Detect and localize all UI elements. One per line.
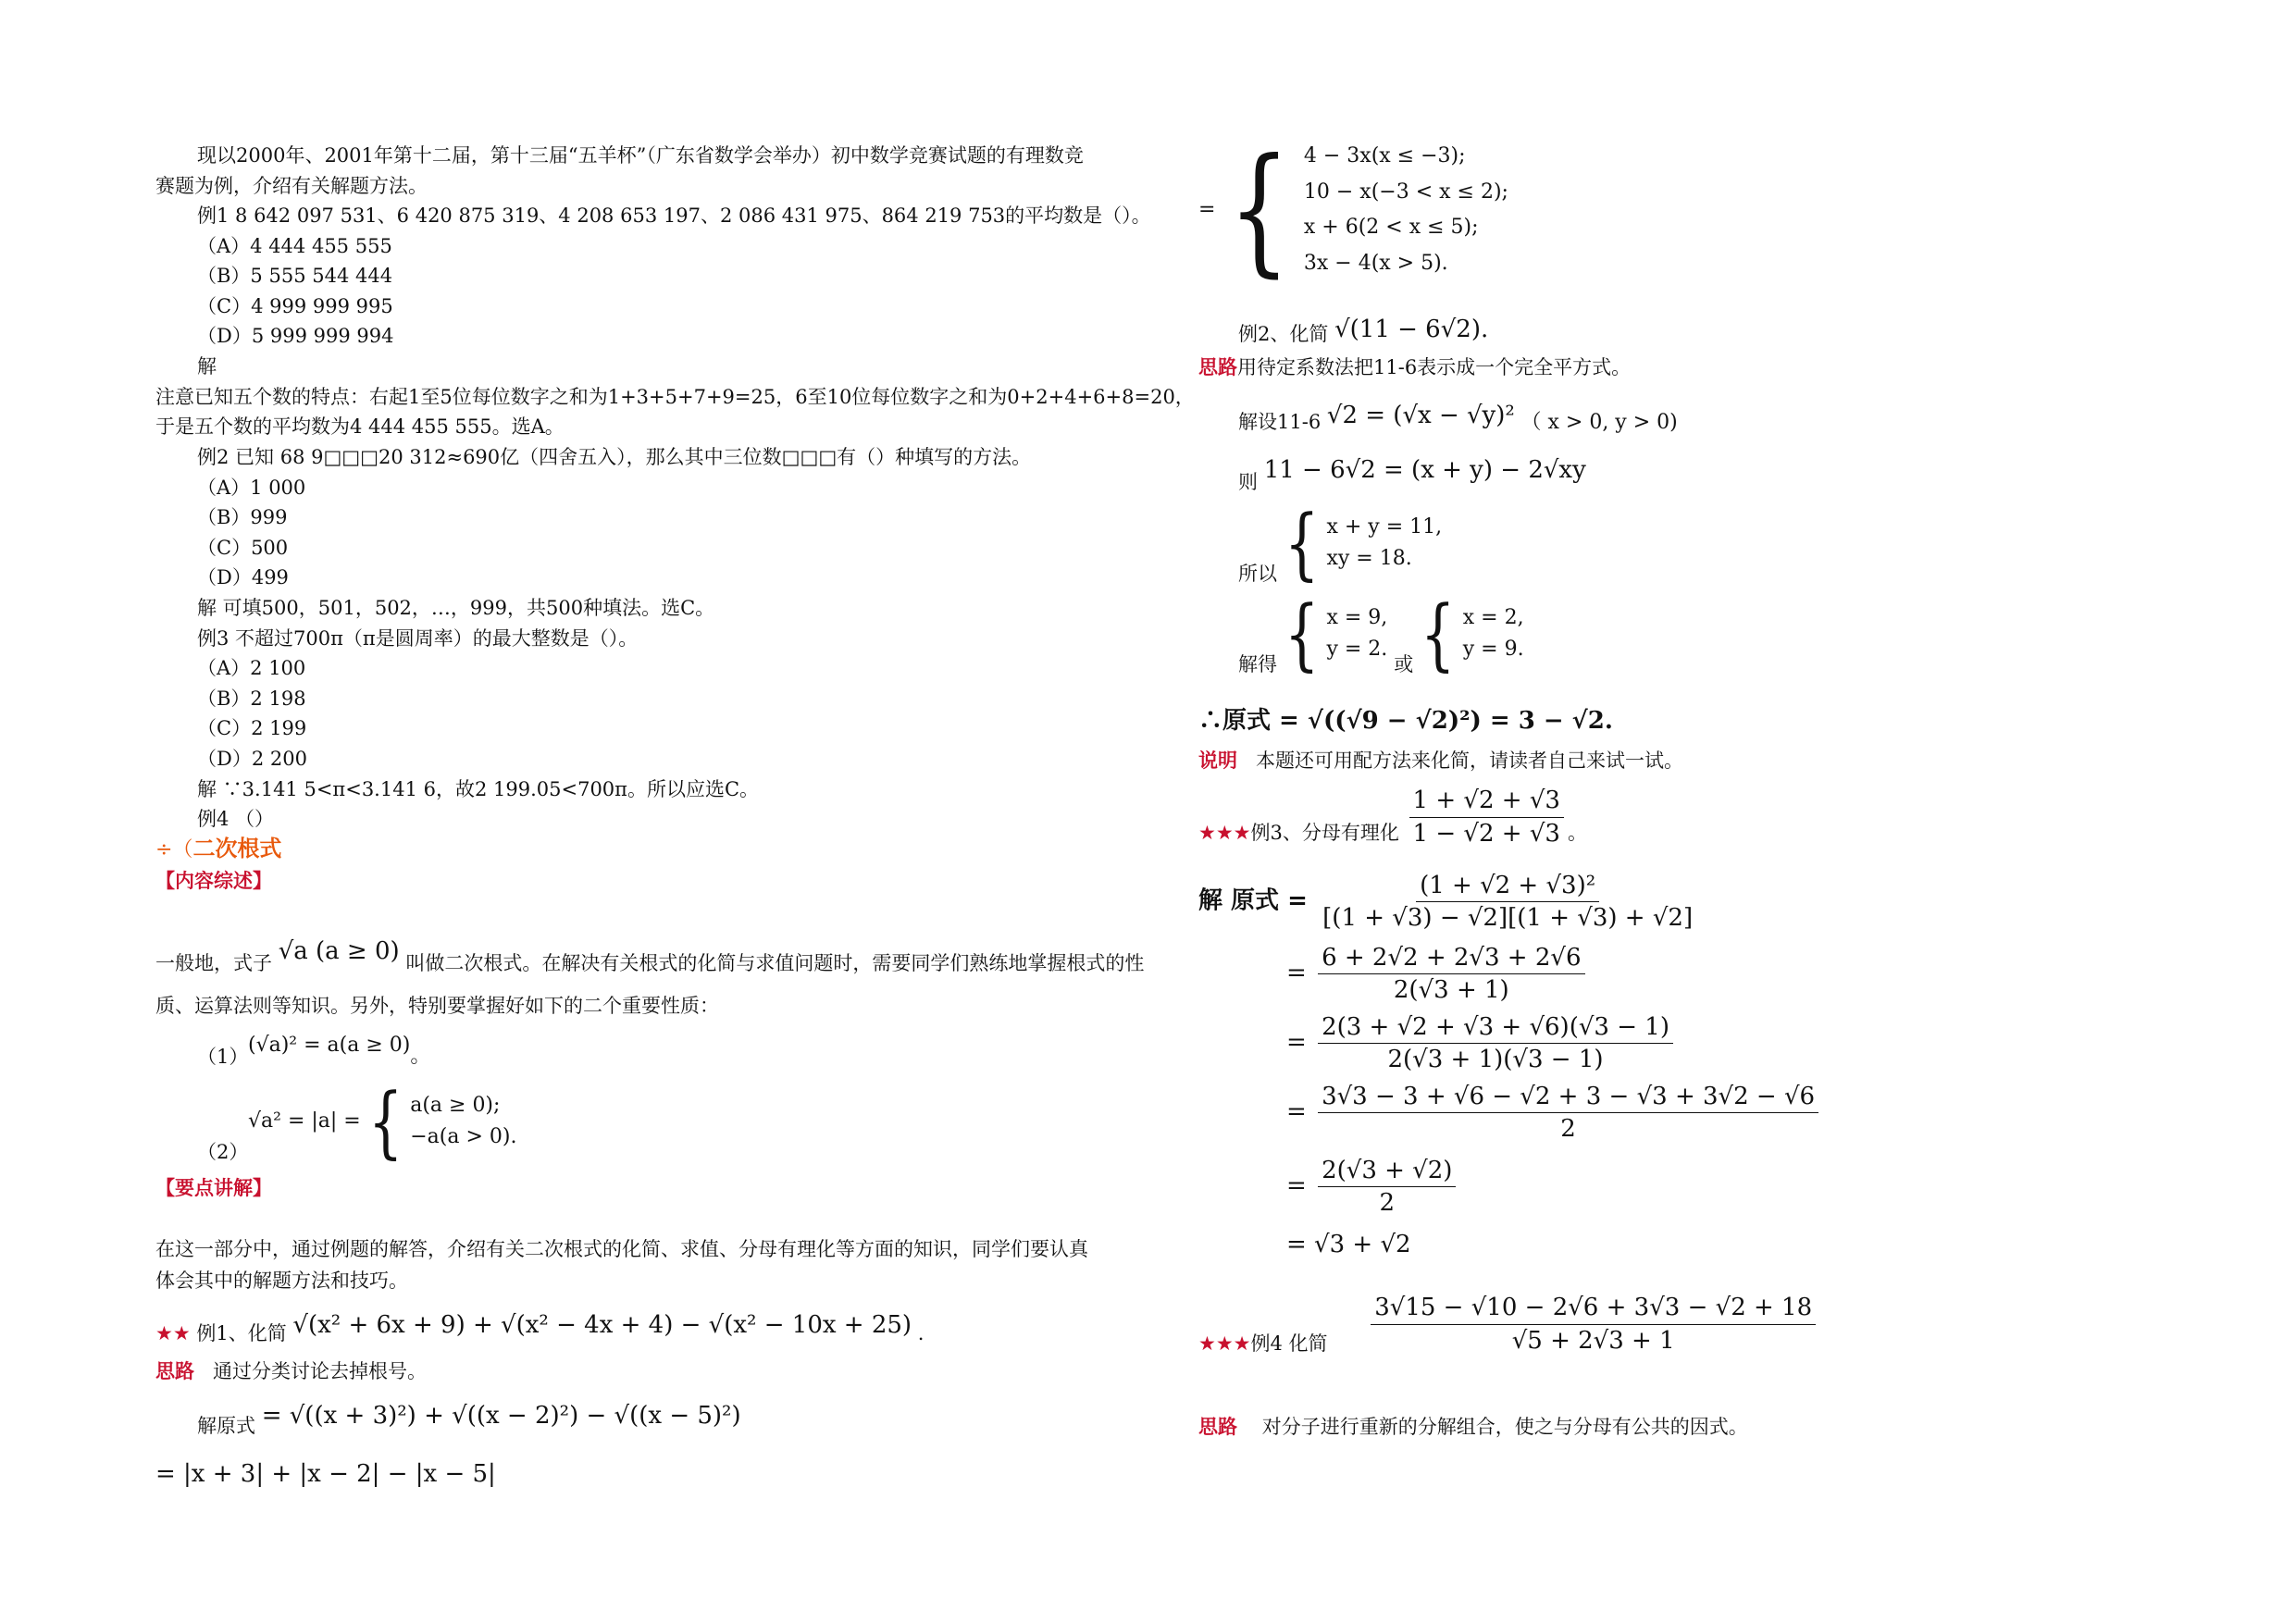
example-1-option-a: （A）4 444 455 555 — [197, 235, 392, 257]
example-1-explanation-2: 于是五个数的平均数为4 444 455 555。选A。 — [155, 415, 565, 438]
example-3-option-c: （C）2 199 — [197, 717, 307, 739]
right-example-4 — [1198, 1294, 1819, 1356]
then-label: 则 — [1238, 471, 1258, 493]
brace-icon: { — [1285, 588, 1320, 679]
example-1-option-c: （C）4 999 999 995 — [197, 295, 393, 317]
example-2-option-c: （C）500 — [197, 537, 289, 559]
step-4-fraction — [1318, 1083, 1818, 1143]
example-1-question: 例1 8 642 097 531、6 420 875 319、4 208 653 197、2 086 431 975、864 219 753的平均数是（）。 — [197, 204, 1151, 227]
right-example-2-solutions — [1238, 588, 1524, 679]
intro-line-2: 赛题为例，介绍有关解题方法。 — [155, 175, 428, 197]
property-1-end: 。 — [410, 1045, 431, 1068]
brace-icon: { — [1285, 498, 1320, 588]
note-line — [1198, 750, 1683, 773]
or-label: 或 — [1394, 653, 1414, 675]
example-1-option-d: （D）5 999 999 994 — [197, 325, 394, 347]
left-example-1-idea — [155, 1360, 427, 1383]
solution-set-2 — [1463, 602, 1524, 665]
setup-condition: （ x > 0, y > 0) — [1520, 411, 1678, 434]
system-eq-1: x + y = 11, — [1326, 514, 1443, 539]
example-1-solution-label: 解 — [197, 355, 217, 378]
right-example-4-label: 例4 化简 — [1250, 1332, 1328, 1356]
property-1-math: (√a)² = a(a ≥ 0) — [248, 1034, 411, 1057]
section-title: 二次根式 — [192, 836, 282, 861]
fraction-denominator: 2(√3 + 1)(√3 − 1) — [1387, 1046, 1604, 1073]
fraction-denominator: 2 — [1560, 1115, 1576, 1143]
piecewise-equals: = — [1198, 198, 1216, 221]
solution-1-y: y = 2. — [1326, 638, 1388, 661]
right-example-4-fraction — [1371, 1294, 1816, 1356]
example-1-explanation-1: 注意已知五个数的特点：右起1至5位每位数字之和为1+3+5+7+9=25，6至10位每位数字之和为0+2+4+6+8=20， — [155, 386, 1195, 408]
idea-label: 思路 — [1198, 356, 1237, 378]
left-example-1-step: = |x + 3| + |x − 2| − |x − 5| — [155, 1460, 496, 1488]
right-example-2-idea — [1198, 356, 1631, 379]
content-paragraph-line-2: 质、运算法则等知识。另外，特别要掌握好如下的二个重要性质： — [155, 995, 719, 1017]
example-4-question: 例4 （） — [197, 808, 275, 830]
right-example-3-label: 例3、分母有理化 — [1250, 822, 1399, 845]
piecewise-cases — [1304, 139, 1508, 281]
piecewise-case-4: 3x − 4(x > 5). — [1303, 251, 1448, 275]
solutions-label: 解得 — [1238, 653, 1277, 675]
fraction-numerator: 2(3 + √2 + √3 + √6)(√3 − 1) — [1318, 1013, 1673, 1044]
key-points-paragraph-1: 在这一部分中，通过例题的解答，介绍有关二次根式的化简、求值、分母有理化等方面的知识，同学们要认真 — [155, 1238, 1088, 1260]
rationalize-step-5 — [1286, 1157, 1459, 1217]
note-label: 说明 — [1198, 750, 1237, 772]
brace-icon: { — [1421, 588, 1456, 679]
right-example-2-final: ∴原式 = √((√9 − √2)²) = 3 − √2. — [1198, 707, 1613, 735]
example-2-question: 例2 已知 68 9□□□20 312≈690亿（四舍五入），那么其中三位数□□□有（）种填写的方法。 — [197, 446, 1032, 468]
fraction-numerator: (1 + √2 + √3)² — [1416, 872, 1599, 902]
step-5-fraction — [1318, 1157, 1456, 1217]
example-1-option-b: （B）5 555 544 444 — [197, 265, 393, 287]
system-eq-2: xy = 18. — [1326, 547, 1412, 570]
right-example-2-label: 例2、化简 — [1238, 323, 1329, 345]
example-3-solution: 解 ∵3.141 5<π<3.141 6，故2 199.05<700π。所以应选C。 — [197, 778, 760, 800]
step-2-fraction — [1318, 944, 1584, 1004]
fraction-numerator: 2(√3 + √2) — [1318, 1157, 1456, 1187]
difficulty-stars: ★★★ — [1198, 822, 1251, 845]
brace-icon: { — [367, 1076, 403, 1167]
left-example-1-label: 例1、化简 — [196, 1322, 287, 1344]
setup-math: √2 = (√x − √y)² — [1326, 402, 1515, 429]
piecewise-result — [1198, 130, 1508, 291]
rationalize-step-1 — [1198, 872, 1700, 932]
example-3-option-d: （D）2 200 — [197, 748, 307, 770]
property-2-case-2: −a(a > 0). — [410, 1125, 517, 1148]
rationalize-step-3 — [1286, 1013, 1677, 1073]
solution-2-y: y = 9. — [1462, 638, 1524, 661]
brace-icon: { — [1228, 130, 1291, 291]
right-example-3-end: 。 — [1567, 822, 1587, 845]
piecewise-case-1: 4 − 3x(x ≤ −3); — [1303, 144, 1466, 167]
right-example-3-fraction — [1409, 787, 1564, 849]
example-3-option-a: （A）2 100 — [197, 657, 306, 679]
right-example-2-math: √(11 − 6√2). — [1334, 316, 1489, 343]
fraction-numerator: 3√3 − 3 + √6 − √2 + 3 − √3 + 3√2 − √6 — [1318, 1083, 1818, 1113]
left-example-1-solution — [197, 1402, 741, 1440]
property-2-case-1: a(a ≥ 0); — [410, 1093, 501, 1117]
property-1-formula — [248, 1029, 431, 1068]
idea-label: 思路 — [155, 1360, 194, 1382]
fraction-denominator: 2(√3 + 1) — [1393, 976, 1509, 1004]
idea-text: 通过分类讨论去掉根号。 — [213, 1360, 428, 1382]
equals-sign: = — [1286, 1028, 1307, 1057]
solution-2-x: x = 2, — [1462, 605, 1524, 629]
content-summary-heading: 【内容综述】 — [155, 870, 272, 892]
fraction-numerator: 1 + √2 + √3 — [1409, 787, 1564, 818]
content-text-b: 叫做二次根式。在解决有关根式的化简与求值问题时，需要同学们熟练地掌握根式的性 — [405, 952, 1145, 974]
step-1-fraction — [1319, 872, 1696, 932]
key-points-heading: 【要点讲解】 — [155, 1177, 272, 1199]
right-example-2-system — [1238, 498, 1443, 588]
system-cases — [1326, 512, 1442, 575]
idea-label: 思路 — [1198, 1416, 1237, 1438]
example-3-question: 例3 不超过700π（π是圆周率）的最大整数是（）。 — [197, 627, 639, 650]
equals-sign: = — [1286, 1097, 1307, 1126]
left-example-1-math: √(x² + 6x + 9) + √(x² − 4x + 4) − √(x² − 10x + 25) — [292, 1311, 912, 1339]
property-1-label: （1） — [197, 1046, 249, 1068]
idea-text: 对分子进行重新的分解组合，使之与分母有公共的因式。 — [1261, 1416, 1748, 1438]
fraction-numerator: 3√15 − √10 − 2√6 + 3√3 − √2 + 18 — [1371, 1294, 1816, 1325]
rationalize-step-4 — [1286, 1083, 1822, 1143]
system-label: 所以 — [1238, 563, 1277, 585]
right-example-2 — [1238, 316, 1489, 348]
radical-definition-math: √a (a ≥ 0) — [278, 937, 400, 965]
example-2-option-b: （B）999 — [197, 506, 288, 528]
fraction-denominator: 2 — [1379, 1189, 1396, 1217]
intro-line-1: 现以2000年、2001年第十二届，第十三届“五羊杯”（广东省数学会举办）初中数学竞赛试题的有理数竞 — [197, 144, 1084, 167]
rationalize-result: = √3 + √2 — [1286, 1231, 1411, 1258]
equals-sign: = — [1286, 959, 1307, 987]
fraction-numerator: 6 + 2√2 + 2√3 + 2√6 — [1318, 944, 1584, 974]
then-math: 11 − 6√2 = (x + y) − 2√xy — [1263, 456, 1586, 484]
content-text-a: 一般地，式子 — [155, 952, 272, 974]
example-2-option-d: （D）499 — [197, 566, 289, 588]
right-example-3 — [1198, 787, 1587, 849]
solution-label: 解 原式 = — [1198, 886, 1308, 915]
fraction-denominator: 1 − √2 + √3 — [1412, 820, 1560, 849]
property-2-lhs: √a² = |a| = — [248, 1109, 361, 1133]
idea-text: 用待定系数法把11-6表示成一个完全平方式。 — [1237, 356, 1632, 378]
section-prefix: ÷（ — [155, 838, 193, 861]
property-2-label: （2） — [197, 1141, 249, 1163]
right-example-2-setup — [1238, 402, 1678, 436]
piecewise-case-3: x + 6(2 < x ≤ 5); — [1303, 216, 1479, 239]
equals-sign: = — [1286, 1171, 1307, 1200]
left-example-1 — [155, 1311, 925, 1347]
example-2-option-a: （A）1 000 — [197, 477, 306, 499]
solution-label: 解原式 — [197, 1415, 255, 1437]
note-text: 本题还可用配方法来化简，请读者自己来试一试。 — [1256, 750, 1684, 772]
fraction-denominator: √5 + 2√3 + 1 — [1511, 1327, 1675, 1356]
rationalize-step-2 — [1286, 944, 1589, 1004]
step-3-fraction — [1318, 1013, 1673, 1073]
property-2-cases — [410, 1090, 516, 1153]
fraction-denominator: [(1 + √3) − √2][(1 + √3) + √2] — [1322, 904, 1694, 932]
difficulty-stars: ★★ — [155, 1322, 191, 1344]
solution-math: = √((x + 3)²) + √((x − 2)²) − √((x − 5)²) — [261, 1402, 741, 1430]
right-example-2-then — [1238, 456, 1586, 496]
right-example-4-idea — [1198, 1416, 1748, 1439]
property-2-formula — [248, 1076, 517, 1167]
piecewise-case-2: 10 − x(−3 < x ≤ 2); — [1303, 180, 1508, 204]
key-points-paragraph-2: 体会其中的解题方法和技巧。 — [155, 1270, 408, 1292]
section-heading — [155, 836, 281, 862]
difficulty-stars: ★★★ — [1198, 1332, 1251, 1356]
example-3-option-b: （B）2 198 — [197, 688, 306, 710]
left-example-1-end: . — [917, 1322, 925, 1344]
content-paragraph-line-1 — [155, 937, 1145, 977]
solution-1-x: x = 9, — [1326, 605, 1388, 629]
setup-label: 解设11-6 — [1238, 411, 1322, 433]
solution-set-1 — [1326, 602, 1387, 665]
example-2-solution: 解 可填500，501，502，…，999，共500种填法。选C。 — [197, 597, 715, 619]
